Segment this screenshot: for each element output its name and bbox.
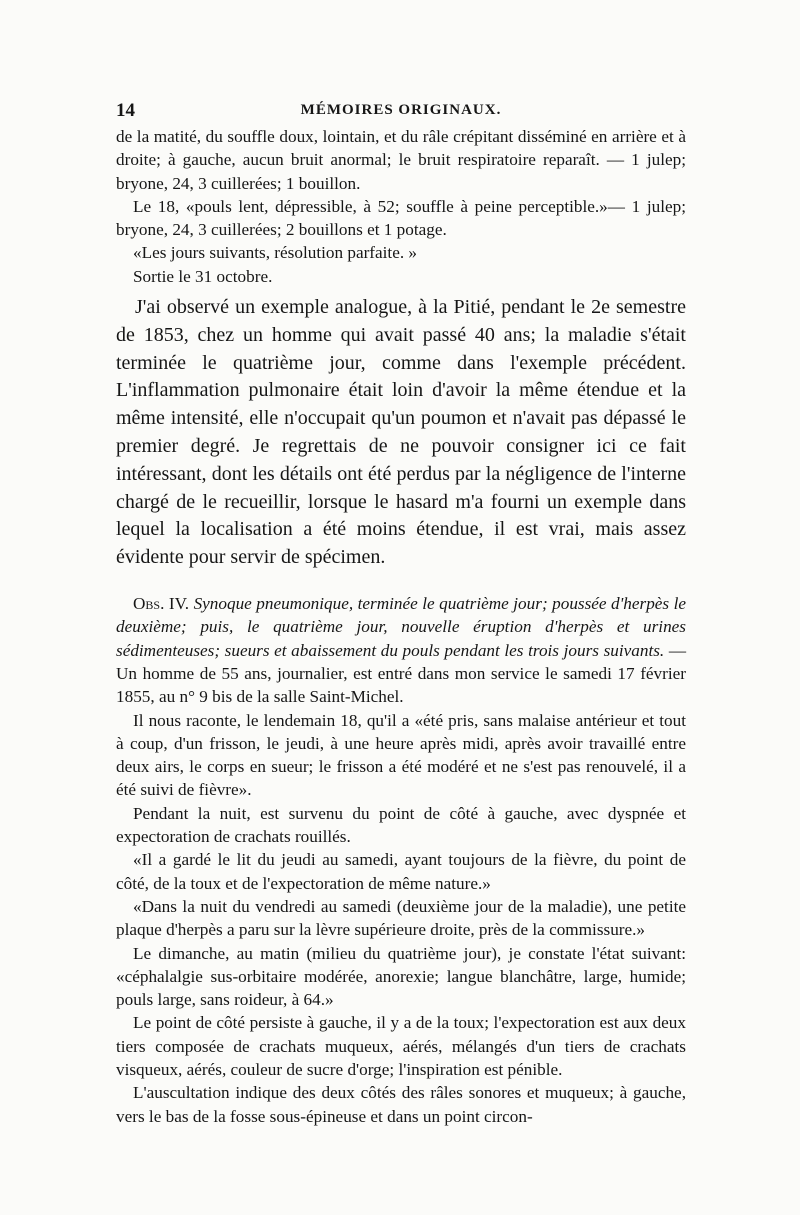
paragraph-bed-rest: «Il a gardé le lit du jeudi au samedi, ayant toujours de la fièvre, du point de côté, de la toux et de l'expectoration de même nature.» xyxy=(116,850,686,893)
paragraph-history: Il nous raconte, le lendemain 18, qu'il a «été pris, sans malaise antérieur et tout à coup, d'un frisson, le jeudi, à une heure après midi, après avoir travaillé entre deux airs, le corps en sueur; le frisson a été modéré et ne s'est pas renouvelé, il a été suivi de fièvre». xyxy=(116,710,686,800)
paragraph-night: Pendant la nuit, est survenu du point de côté à gauche, avec dyspnée et expectoration de crachats rouillés. xyxy=(116,803,686,847)
paragraph-commentary: J'ai observé un exemple analogue, à la Pitié, pendant le 2e semestre de 1853, chez un homme qui avait passé 40 ans; la maladie s'était terminée le quatrième jour, comme dans l'exemple précédent. L'inflammation pulmonaire était loin d'avoir la même étendue et la même intensité, elle n'occupait qu'un poumon et n'avait pas dépassé le premier degré. Je regrettais de ne pouvoir consigner ici ce fait intéressant, dont les détails ont été perdus par la négligence de l'interne chargé de le recueillir, lorsque le hasard m'a fourni un exemple dans lequel la localisation a été moins étendue, il est vrai, mais assez évidente pour servir de spécimen. xyxy=(116,296,686,569)
page-body xyxy=(116,125,686,1128)
observation-label: Obs. IV. xyxy=(133,594,190,614)
running-title: MÉMOIRES ORIGINAUX. xyxy=(300,102,502,118)
observation-title: Synoque pneumonique, terminée le quatrième jour; poussée d'herpès le deuxième; puis, le quatrième jour, nouvelle éruption d'herpès et urines sédimenteuses; sueurs et abaissement du pouls pendant les trois jours suivants. xyxy=(116,594,686,660)
paragraph-following-days: «Les jours suivants, résolution parfaite. » xyxy=(133,243,418,263)
paragraph-continuation: de la matité, du souffle doux, lointain, et du râle crépitant disséminé en arrière et à droite; à gauche, aucun bruit anormal; le bruit respiratoire reparaît. — 1 julep; bryone, 24, 3 cuillerées; 1 bouillon. xyxy=(116,127,686,193)
paragraph-chest-pain: Le point de côté persiste à gauche, il y a de la toux; l'expectoration est aux deux tiers composée de crachats muqueux, aérés, mélangés d'un tiers de crachats visqueux, aérés, couleur de sucre d'orge; l'inspiration est pénible. xyxy=(116,1013,686,1079)
paragraph-day-18: Le 18, «pouls lent, dépressible, à 52; souffle à peine perceptible.»— 1 julep; bryone, 24, 3 cuillerées; 2 bouillons et 1 potage. xyxy=(116,196,686,240)
observation-intro: — Un homme de 55 ans, journalier, est entré dans mon service le samedi 17 février 1855, au n° 9 bis de la salle Saint-Michel. xyxy=(116,640,687,707)
paragraph-discharge: Sortie le 31 octobre. xyxy=(133,266,273,286)
paragraph-sunday: Le dimanche, au matin (milieu du quatrième jour), je constate l'état suivant: «céphalalgie sus-orbitaire modérée, anorexie; langue blanchâtre, large, humide; pouls large, sans roideur, à 64.» xyxy=(116,943,686,1010)
page-number: 14 xyxy=(116,100,135,121)
paragraph-herpes: «Dans la nuit du vendredi au samedi (deuxième jour de la maladie), une petite plaque d'herpès a paru sur la lèvre supérieure droite, près de la commissure.» xyxy=(116,896,686,940)
paragraph-auscultation: L'auscultation indique des deux côtés des râles sonores et muqueux; à gauche, vers le bas de la fosse sous-épineuse et dans un point circon- xyxy=(116,1083,686,1126)
page-header xyxy=(116,100,686,126)
observation-heading xyxy=(116,592,686,708)
